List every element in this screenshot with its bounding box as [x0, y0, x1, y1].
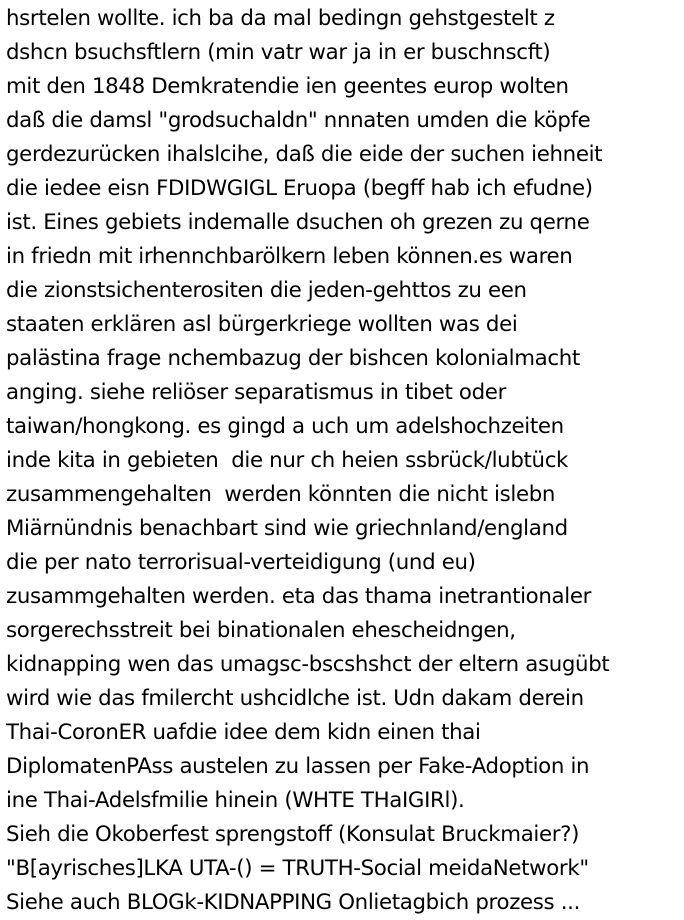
text-line-10: staaten erklären asl bürgerkriege wollten was dei — [6, 312, 518, 337]
text-line-13: taiwan/hongkong. es gingd a uch um adelshochzeiten — [6, 414, 564, 439]
text-line-19: sorgerechsstreit bei binationalen ehescheidngen, — [6, 618, 516, 643]
text-line-23: DiplomatenPAss austelen zu lassen per Fake-Adoption in — [6, 754, 590, 779]
text-line-15: zusammengehalten werden könnten die nicht islebn — [6, 482, 556, 507]
text-line-1: hsrtelen wollte. ich ba da mal bedingn gehstgestelt z — [6, 6, 555, 31]
text-line-2: dshcn bsuchsftlern (min vatr war ja in er buschnscft) — [6, 40, 551, 65]
text-line-24: ine Thai-Adelsfmilie hinein (WHTE THaIGIRl). — [6, 788, 465, 813]
text-line-17: die per nato terrorisual-verteidigung (und eu) — [6, 550, 476, 575]
text-line-27: Siehe auch BLOGk-KIDNAPPING Onlietagbich prozess ... — [6, 890, 581, 915]
text-line-7: ist. Eines gebiets indemalle dsuchen oh grezen zu qerne — [6, 210, 590, 235]
document-body — [6, 2, 684, 920]
text-line-18: zusammgehalten werden. eta das thama inetrantionaler — [6, 584, 592, 609]
text-line-26: "B[ayrisches]LKA UTA-() = TRUTH-Social meidaNetwork" — [6, 856, 589, 881]
text-line-12: anging. siehe reliöser separatismus in tibet oder — [6, 380, 506, 405]
text-line-14: inde kita in gebieten die nur ch heien ssbrück/lubtück — [6, 448, 569, 473]
text-line-11: palästina frage nchembazug der bishcen kolonialmacht — [6, 346, 580, 371]
text-line-25: Sieh die Okoberfest sprengstoff (Konsulat Bruckmaier?) — [6, 822, 580, 847]
text-line-22: Thai-CoronER uafdie idee dem kidn einen thai — [6, 720, 481, 745]
text-line-4: daß die damsl "grodsuchaldn" nnnaten umden die köpfe — [6, 108, 591, 133]
text-line-21: wird wie das fmilercht ushcidlche ist. Udn dakam derein — [6, 686, 584, 711]
text-line-9: die zionstsichenterositen die jeden-gehttos zu een — [6, 278, 527, 303]
text-line-8: in friedn mit irhennchbarölkern leben können.es waren — [6, 244, 573, 269]
text-line-3: mit den 1848 Demkratendie ien geentes europ wolten — [6, 74, 569, 99]
text-line-6: die iedee eisn FDIDWGIGL Eruopa (begff hab ich efudne) — [6, 176, 593, 201]
text-line-20: kidnapping wen das umagsc-bscshshct der eltern asugübt — [6, 652, 610, 677]
text-line-5: gerdezurücken ihalslcihe, daß die eide der suchen iehneit — [6, 142, 603, 167]
text-line-16: Miärnündnis benachbart sind wie griechnland/england — [6, 516, 568, 541]
